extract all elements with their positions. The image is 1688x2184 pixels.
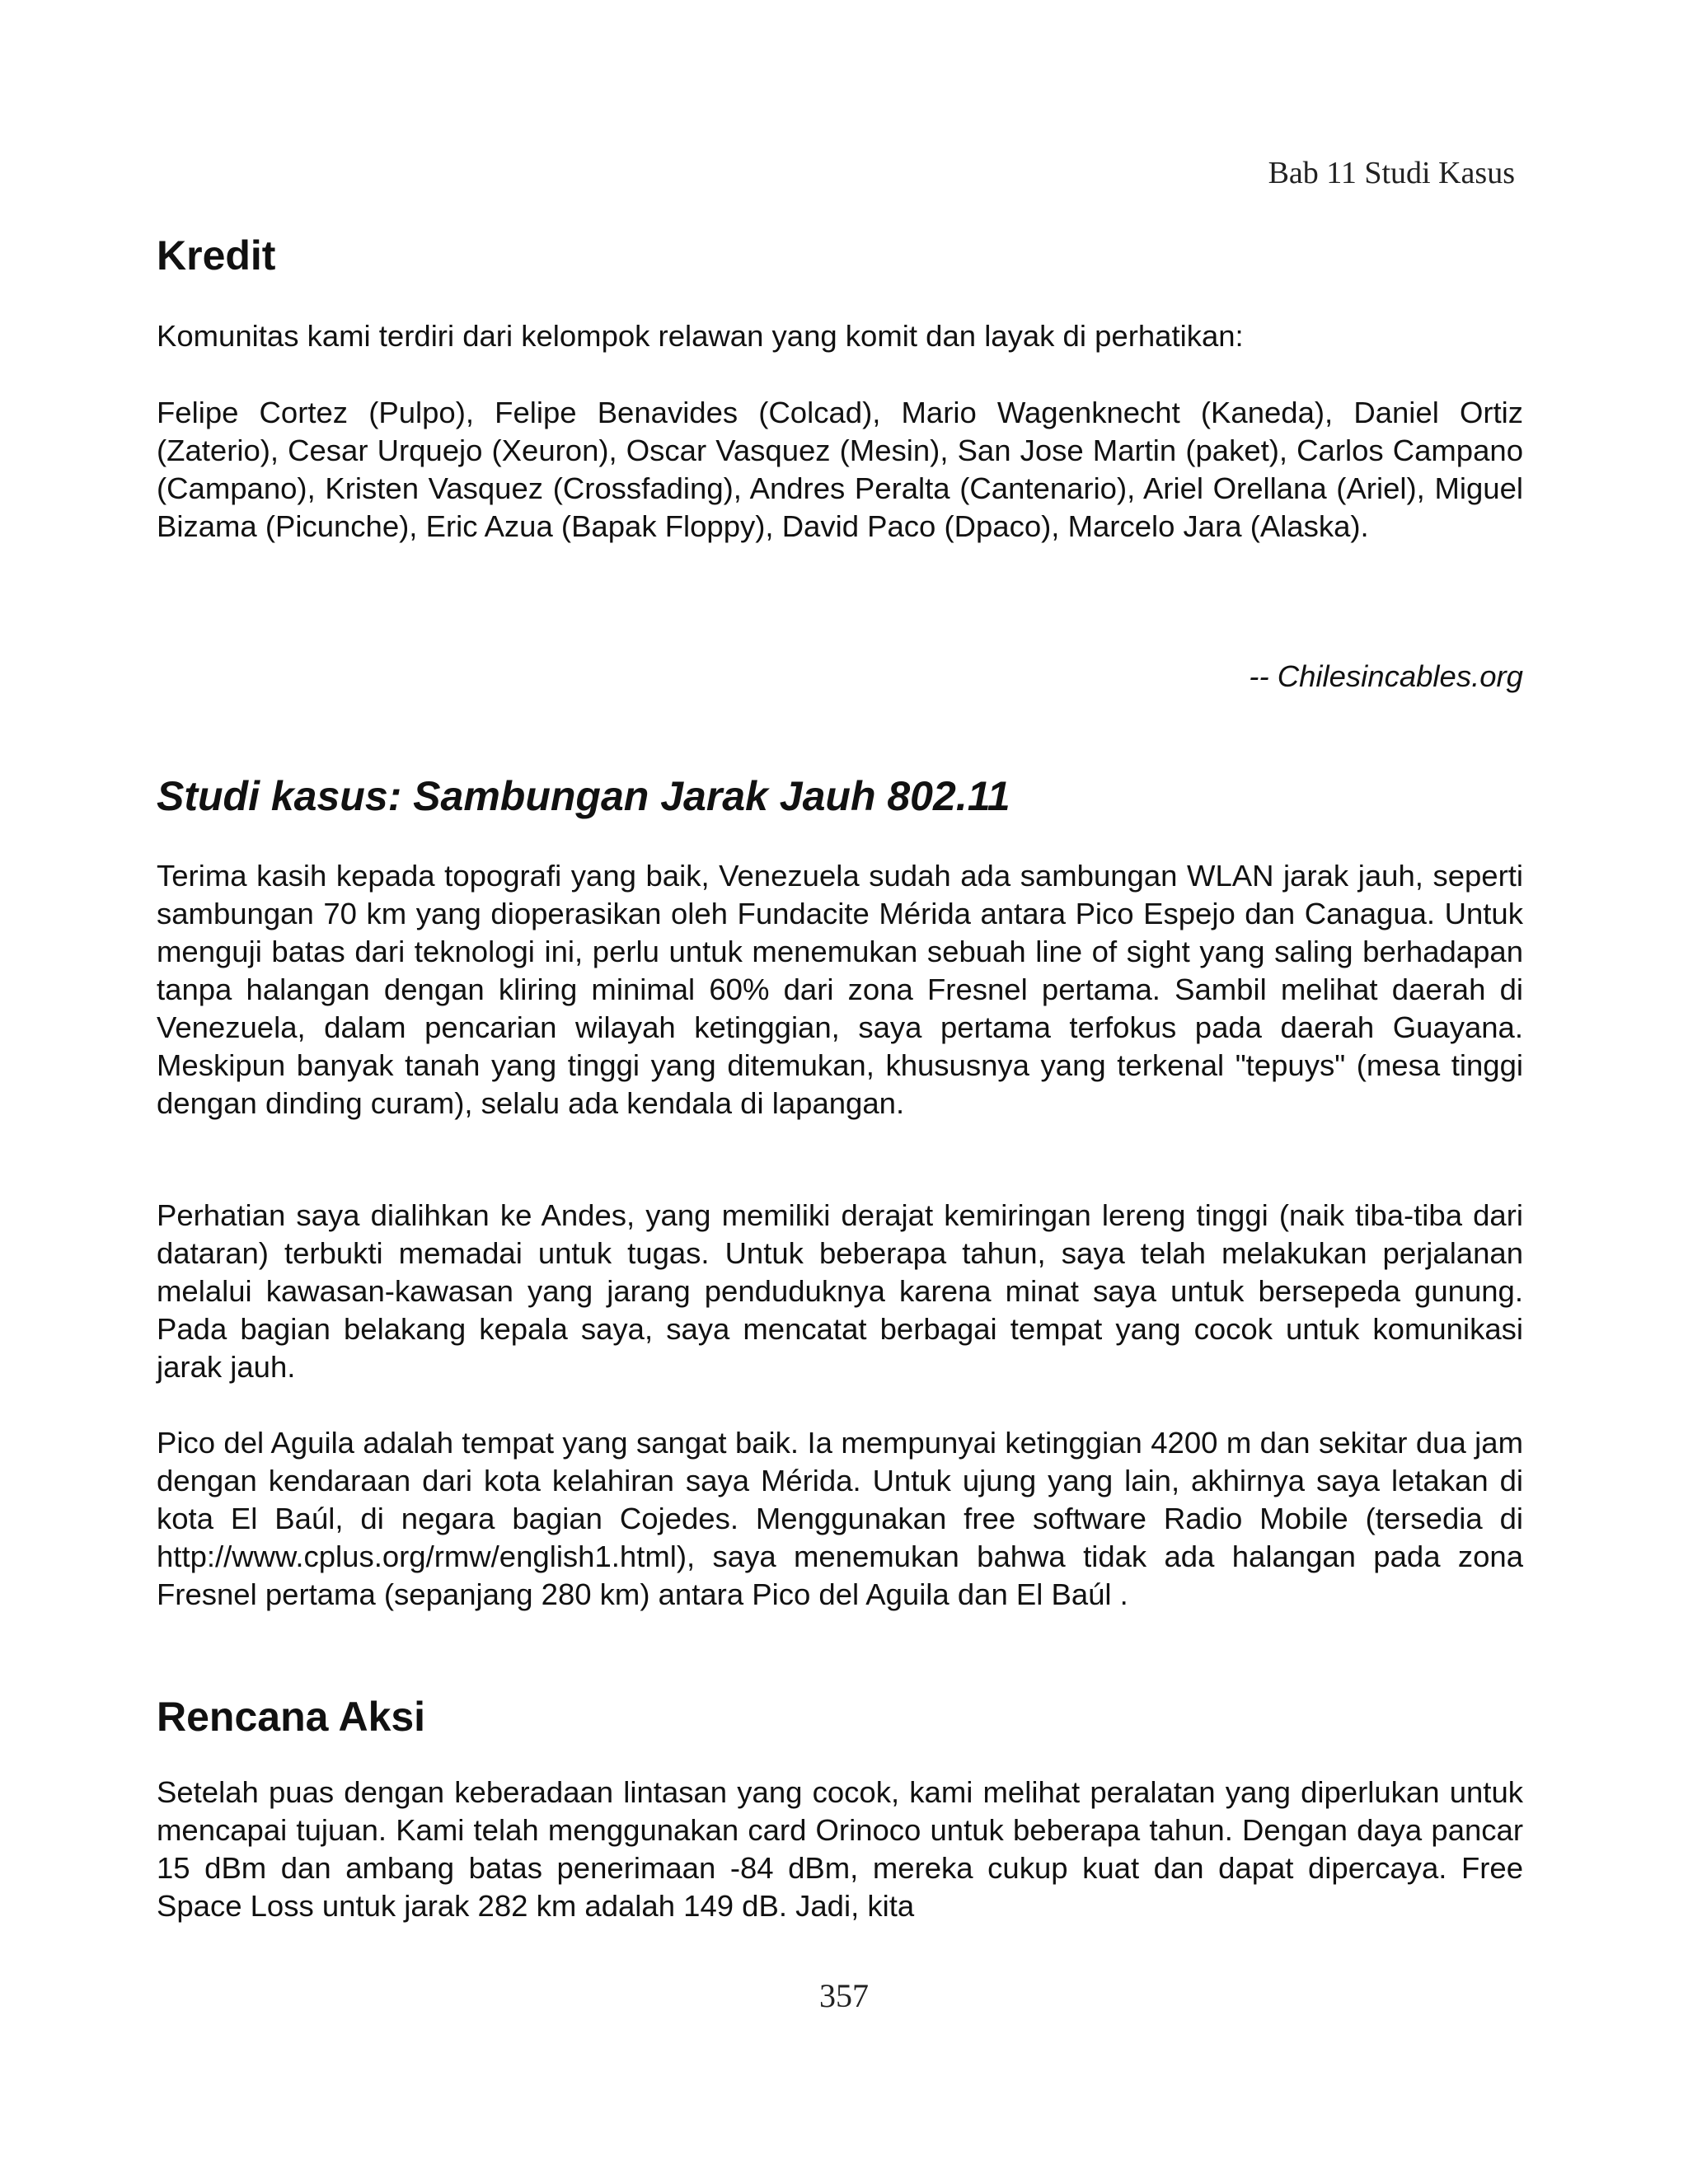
- studi-kasus-section: [157, 771, 1523, 821]
- studi-kasus-paragraph-1-block: [157, 857, 1523, 1122]
- page-number: 357: [819, 1977, 869, 2014]
- studi-kasus-paragraph: Pico del Aguila adalah tempat yang sangat baik. Ia mempunyai ketinggian 4200 m dan sekitar dua jam dengan kendaraan dari kota kelahiran saya Mérida. Untuk ujung yang lain, akhirnya saya letakan di kota El Baúl, di negara bagian Cojedes. Menggunakan free software Radio Mobile (tersedia di http://www.cplus.org/rmw/english1.html), saya menemukan bahwa tidak ada halangan pada zona Fresnel pertama (sepanjang 280 km) antara Pico del Aguila dan El Baúl .: [157, 1426, 1523, 1611]
- studi-kasus-paragraph: Terima kasih kepada topografi yang baik, Venezuela sudah ada sambungan WLAN jarak jauh, seperti sambungan 70 km yang dioperasikan oleh Fundacite Mérida antara Pico Espejo dan Canagua. Untuk menguji batas dari teknologi ini, perlu untuk menemukan sebuah line of sight yang saling berhadapan tanpa halangan dengan kliring minimal 60% dari zona Fresnel pertama. Sambil melihat daerah di Venezuela, dalam pencarian wilayah ketinggian, saya pertama terfokus pada daerah Guayana. Meskipun banyak tanah yang tinggi yang ditemukan, khususnya yang terkenal "tepuys" (mesa tinggi dengan dinding curam), selalu ada kendala di lapangan.: [157, 859, 1523, 1120]
- rencana-aksi-paragraph-block: [157, 1774, 1523, 1925]
- studi-kasus-heading: Studi kasus: Sambungan Jarak Jauh 802.11: [157, 773, 1010, 819]
- studi-kasus-paragraph-2-block: [157, 1197, 1523, 1386]
- kredit-members: Felipe Cortez (Pulpo), Felipe Benavides (Colcad), Mario Wagenknecht (Kaneda), Daniel Ortiz (Zaterio), Cesar Urquejo (Xeuron), Oscar Vasquez (Mesin), San Jose Martin (paket), Carlos Campano (Campano), Kristen Vasquez (Crossfading), Andres Peralta (Cantenario), Ariel Orellana (Ariel), Miguel Bizama (Picunche), Eric Azua (Bapak Floppy), David Paco (Dpaco), Marcelo Jara (Alaska).: [157, 396, 1523, 543]
- kredit-intro-block: [157, 317, 1523, 355]
- kredit-intro: Komunitas kami terdiri dari kelompok relawan yang komit dan layak di perhatikan:: [157, 319, 1244, 353]
- kredit-members-block: [157, 394, 1523, 546]
- kredit-signature-block: [157, 658, 1523, 696]
- rencana-aksi-section: [157, 1692, 1523, 1741]
- studi-kasus-paragraph: Perhatian saya dialihkan ke Andes, yang memiliki derajat kemiringan lereng tinggi (naik tiba-tiba dari dataran) terbukti memadai untuk tugas. Untuk beberapa tahun, saya telah melakukan perjalanan melalui kawasan-kawasan yang jarang penduduknya karena minat saya untuk bersepeda gunung. Pada bagian belakang kepala saya, saya mencatat berbagai tempat yang cocok untuk komunikasi jarak jauh.: [157, 1198, 1523, 1384]
- running-header: Bab 11 Studi Kasus: [1268, 156, 1515, 190]
- rencana-aksi-paragraph: Setelah puas dengan keberadaan lintasan yang cocok, kami melihat peralatan yang diperlukan untuk mencapai tujuan. Kami telah menggunakan card Orinoco untuk beberapa tahun. Dengan daya pancar 15 dBm dan ambang batas penerimaan -84 dBm, mereka cukup kuat dan dapat dipercaya. Free Space Loss untuk jarak 282 km adalah 149 dB. Jadi, kita: [157, 1775, 1523, 1923]
- studi-kasus-paragraph-3-block: [157, 1424, 1523, 1614]
- kredit-section: [157, 231, 1523, 280]
- kredit-signature: -- Chilesincables.org: [1249, 659, 1523, 693]
- kredit-heading: Kredit: [157, 232, 276, 279]
- rencana-aksi-heading: Rencana Aksi: [157, 1694, 426, 1740]
